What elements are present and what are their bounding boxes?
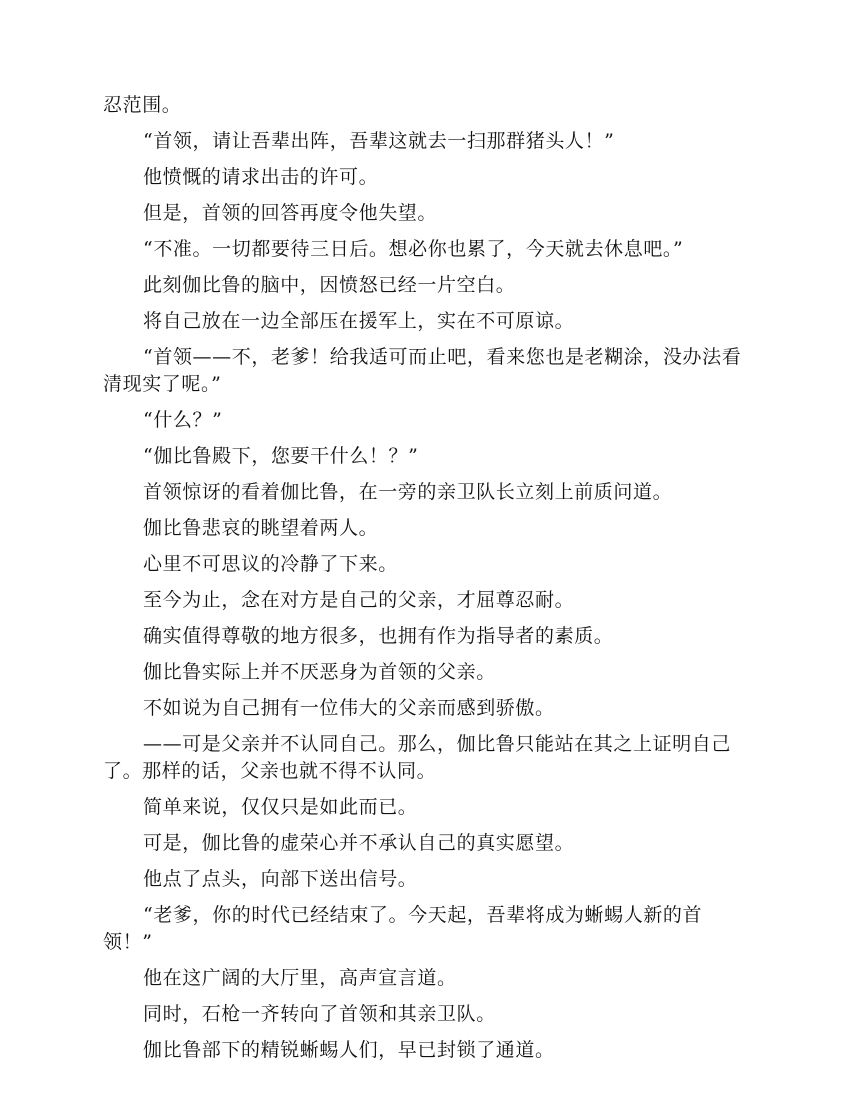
paragraph: “老爹，你的时代已经结束了。今天起，吾辈将成为蜥蜴人新的首领！” bbox=[103, 904, 703, 953]
paragraph: “不准。一切都要待三日后。想必你也累了，今天就去休息吧。” bbox=[143, 238, 684, 260]
paragraph: 但是，首领的回答再度令他失望。 bbox=[143, 202, 438, 224]
paragraph: 伽比鲁部下的精锐蜥蜴人们，早已封锁了通道。 bbox=[143, 1039, 555, 1061]
paragraph: “什么？” bbox=[143, 409, 223, 431]
paragraph: 他愤慨的请求出击的许可。 bbox=[143, 166, 379, 188]
paragraph: 不如说为自己拥有一位伟大的父亲而感到骄傲。 bbox=[143, 697, 555, 719]
paragraph: 伽比鲁实际上并不厌恶身为首领的父亲。 bbox=[143, 661, 496, 683]
paragraph: 确实值得尊敬的地方很多，也拥有作为指导者的素质。 bbox=[143, 625, 614, 647]
paragraph: 心里不可思议的冷静了下来。 bbox=[143, 553, 398, 575]
paragraph: “首领，请让吾辈出阵，吾辈这就去一扫那群猪头人！” bbox=[143, 130, 615, 152]
paragraph: 他点了点头，向部下送出信号。 bbox=[143, 868, 418, 890]
paragraph: 简单来说，仅仅只是如此而已。 bbox=[143, 796, 418, 818]
paragraph: 此刻伽比鲁的脑中，因愤怒已经一片空白。 bbox=[143, 274, 516, 296]
paragraph: 可是，伽比鲁的虚荣心并不承认自己的真实愿望。 bbox=[143, 832, 575, 854]
paragraph: “首领——不，老爹！给我适可而止吧，看来您也是老糊涂，没办法看清现实了呢。” bbox=[103, 346, 742, 395]
paragraph: 忍范围。 bbox=[103, 94, 182, 116]
paragraph: 他在这广阔的大厅里，高声宣言道。 bbox=[143, 967, 457, 989]
paragraph: “伽比鲁殿下，您要干什么！？” bbox=[143, 445, 419, 467]
document-page bbox=[103, 92, 743, 1073]
paragraph: 将自己放在一边全部压在援军上，实在不可原谅。 bbox=[143, 310, 575, 332]
paragraph: 伽比鲁悲哀的眺望着两人。 bbox=[143, 517, 379, 539]
paragraph: ——可是父亲并不认同自己。那么，伽比鲁只能站在其之上证明自己了。那样的话，父亲也就不得不认同。 bbox=[103, 733, 732, 782]
paragraph: 同时，石枪一齐转向了首领和其亲卫队。 bbox=[143, 1003, 496, 1025]
paragraph: 首领惊讶的看着伽比鲁，在一旁的亲卫队长立刻上前质问道。 bbox=[143, 481, 673, 503]
paragraph: 至今为止，念在对方是自己的父亲，才屈尊忍耐。 bbox=[143, 589, 575, 611]
